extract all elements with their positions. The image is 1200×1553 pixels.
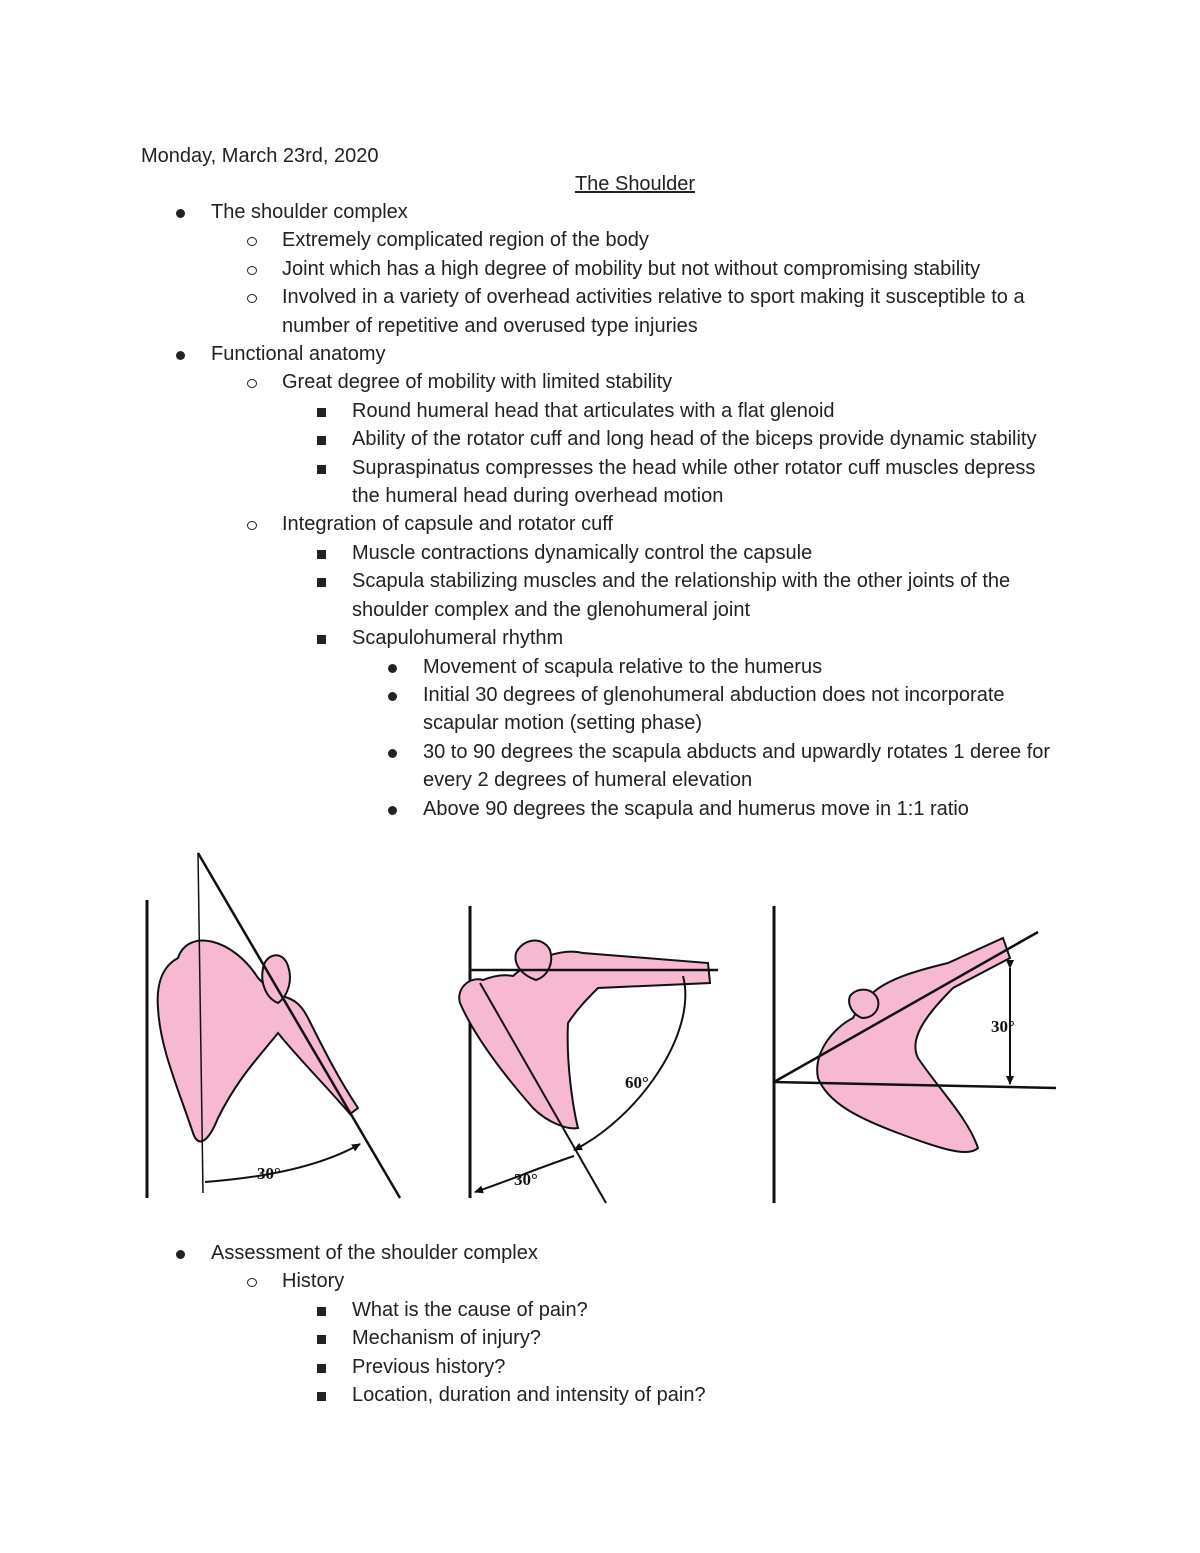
list-item: History [0,1267,1200,1295]
square-bullet-icon [317,1381,326,1409]
notes-list [0,198,1200,823]
page-title: The Shoulder [574,173,696,195]
bullet-icon [388,681,397,709]
angle-label: 30° [257,1164,281,1183]
circle-bullet-icon [247,283,257,311]
panel-setting-phase [147,853,400,1198]
list-item: Above 90 degrees the scapula and humerus move in 1:1 ratio [0,795,1200,823]
list-item: Assessment of the shoulder complex [0,1239,1200,1267]
square-bullet-icon [317,567,326,595]
circle-bullet-icon [247,368,257,396]
list-item: Previous history? [0,1353,1200,1381]
list-item: Location, duration and intensity of pain? [0,1381,1200,1409]
list-item: What is the cause of pain? [0,1296,1200,1324]
panel-upper-elevation [774,906,1056,1203]
list-item: Round humeral head that articulates with a flat glenoid [0,397,1200,425]
square-bullet-icon [317,1324,326,1352]
list-item: Great degree of mobility with limited stability [0,368,1200,396]
panel-mid-elevation [459,906,718,1203]
square-bullet-icon [317,539,326,567]
list-item: The shoulder complex [0,198,1200,226]
square-bullet-icon [317,1353,326,1381]
circle-bullet-icon [247,255,257,283]
scapulohumeral-rhythm-figure [138,848,1064,1210]
angle-arc [574,976,685,1150]
square-bullet-icon [317,397,326,425]
list-item: Joint which has a high degree of mobility but not without compromising stability [0,255,1200,283]
list-item: Scapulohumeral rhythm [0,624,1200,652]
square-bullet-icon [317,425,326,453]
list-item: Mechanism of injury? [0,1324,1200,1352]
note-date: Monday, March 23rd, 2020 [141,145,379,167]
angle-label: 60° [625,1073,649,1092]
list-item: Initial 30 degrees of glenohumeral abduction does not incorporate scapular motion (setting phase) [0,681,1200,738]
square-bullet-icon [317,1296,326,1324]
shoulder-diagram [138,848,1064,1210]
list-item: Supraspinatus compresses the head while other rotator cuff muscles depress the humeral head during overhead motion [0,454,1200,511]
bullet-icon [176,1239,185,1267]
list-item: Extremely complicated region of the body [0,226,1200,254]
list-item: Scapula stabilizing muscles and the relationship with the other joints of the shoulder complex and the glenohumeral joint [0,567,1200,624]
angle-label: 30° [514,1170,538,1189]
list-item: Muscle contractions dynamically control the capsule [0,539,1200,567]
bullet-icon [176,198,185,226]
angle-label: 30° [991,1017,1015,1036]
list-item: Integration of capsule and rotator cuff [0,510,1200,538]
list-item: Movement of scapula relative to the humerus [0,653,1200,681]
bullet-icon [388,738,397,766]
square-bullet-icon [317,624,326,652]
list-item: 30 to 90 degrees the scapula abducts and upwardly rotates 1 deree for every 2 degrees of humeral elevation [0,738,1200,795]
assessment-list [0,1239,1200,1409]
list-item: Ability of the rotator cuff and long head of the biceps provide dynamic stability [0,425,1200,453]
angle-arc [205,1144,360,1182]
circle-bullet-icon [247,226,257,254]
circle-bullet-icon [247,1267,257,1295]
bullet-icon [388,795,397,823]
bullet-icon [176,340,185,368]
bullet-icon [388,653,397,681]
square-bullet-icon [317,454,326,482]
list-item: Involved in a variety of overhead activities relative to sport making it susceptible to a number of repetitive and overused type injuries [0,283,1200,340]
circle-bullet-icon [247,510,257,538]
list-item: Functional anatomy [0,340,1200,368]
